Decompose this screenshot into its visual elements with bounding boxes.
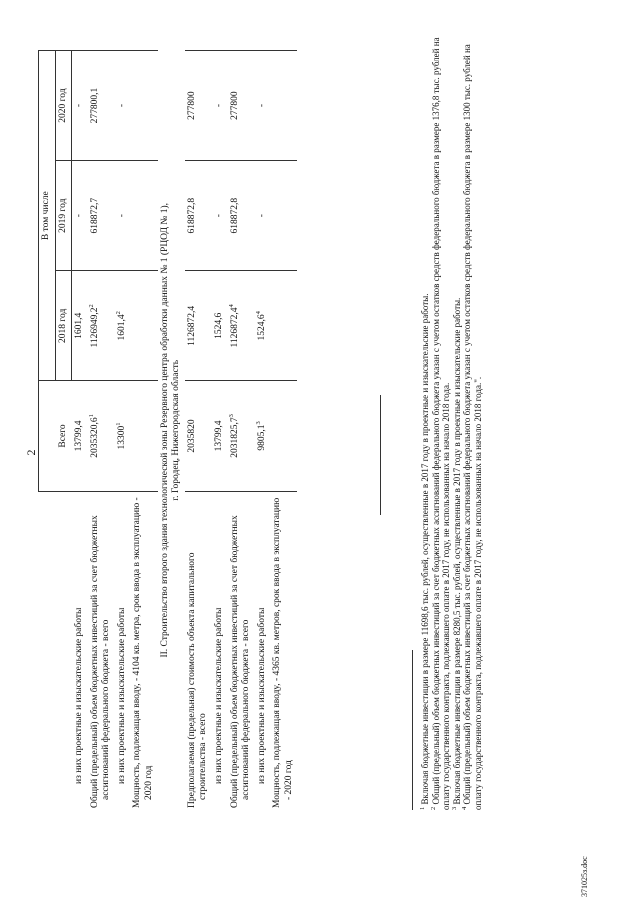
cell-value: 2035820 (186, 419, 197, 453)
footnote-text: Общий (предельный) объем бюджетных инвестиций за счет бюджетных ассигнований федерального бюджета указан с учетом остатков средств федерального бюджета в размере 1300 тыс. рублей на оплату государственного контракта, подлежавшего оплате в 2017 году, не использованных на начало 2018 года.". (462, 44, 484, 810)
cell-y2018 (255, 271, 271, 381)
section-heading-row (158, 51, 185, 811)
cell-total (185, 381, 212, 491)
header-total: Всего (39, 381, 72, 491)
cell-value: 1126872,4 (229, 307, 240, 348)
table-row (185, 51, 212, 811)
cell-value: - (116, 214, 127, 218)
budget-table (38, 50, 297, 810)
cell-value: 13300 (116, 425, 127, 450)
table-header-row (39, 51, 56, 811)
cell-value: 618872,8 (186, 197, 197, 234)
cell-value: - (213, 214, 224, 218)
cell-value: 618872,7 (89, 197, 100, 234)
footnote-text: Включая бюджетные инвестиции в размере 11698,6 тыс. рублей, осуществленные в 2017 году в проектные и изыскательские работы. (420, 293, 430, 805)
footnote-separator (412, 650, 413, 810)
footnote-ref: 3 (254, 421, 262, 425)
row-label: из них проектные и изыскательские работы (116, 607, 127, 784)
cell-value: 277800 (229, 91, 240, 120)
table-row (270, 51, 297, 811)
table-row (130, 51, 157, 811)
cell-y2018 (228, 271, 255, 381)
cell-value: - (74, 214, 85, 218)
footnote-ref: 4 (227, 304, 235, 308)
cell-y2020 (228, 51, 255, 161)
table-body-section-2 (185, 51, 298, 811)
cell-y2020 (130, 51, 157, 161)
cell-total (115, 381, 131, 491)
cell-y2020 (115, 51, 131, 161)
header-year-2019: 2019 год (55, 161, 72, 271)
footnote-ref: 1 (87, 414, 95, 418)
row-label: Общий (предельный) объем бюджетных инвестиций за счет бюджетных ассигнований федерального бюджета - всего (229, 515, 252, 808)
section-title: II. Строительство второго здания технологической зоны Резервного центра обработки данных № 1 (РЦОД № 1), (159, 202, 170, 658)
cell-value: 277800,1 (89, 87, 100, 124)
cell-value: 1601,4 (116, 314, 127, 341)
cell-y2020 (270, 51, 297, 161)
cell-y2018 (88, 271, 115, 381)
cell-y2020 (255, 51, 271, 161)
cell-total (255, 381, 271, 491)
cell-y2018 (270, 271, 297, 381)
footnote-ref: 1 (114, 422, 122, 426)
cell-y2019 (255, 161, 271, 271)
cell-value: 1524,6 (256, 314, 267, 341)
table-row (212, 51, 228, 811)
cell-y2019 (130, 161, 157, 271)
footnote (431, 30, 452, 810)
page-number: 2 (24, 449, 38, 456)
footnote-number: 3 (450, 806, 458, 810)
cell-y2018 (115, 271, 131, 381)
cell-value: - (213, 103, 224, 108)
footnotes (420, 30, 484, 810)
row-label: из них проектные и изыскательские работы (213, 607, 224, 784)
cell-y2020 (212, 51, 228, 161)
header-year-2020: 2020 год (55, 51, 72, 161)
cell-y2020 (185, 51, 212, 161)
cell-value: 1126949,2 (89, 307, 100, 348)
cell-value: - (116, 103, 127, 108)
row-label: Мощность, подлежащая вводу, - 4104 кв. метра, срок ввода в эксплуатацию - 2020 год (132, 497, 155, 808)
footnote-ref: 2 (87, 304, 95, 308)
cell-y2019 (115, 161, 131, 271)
table-body-section-1 (72, 51, 158, 811)
footnote-ref: 4 (254, 311, 262, 315)
footnote-number: 4 (461, 806, 469, 810)
footnote-text: Включая бюджетные инвестиции в размере 8280,5 тыс. рублей, осуществленные в 2017 году в проектные и изыскательские работы. (451, 297, 462, 805)
cell-total (212, 381, 228, 491)
cell-total (72, 381, 88, 491)
cell-y2018 (72, 271, 88, 381)
table-row (255, 51, 271, 811)
header-name-cell (39, 491, 72, 810)
table-row (115, 51, 131, 811)
cell-value: 1524,6 (213, 312, 224, 339)
section-subtitle: г. Городец, Нижегородская область (171, 359, 182, 501)
document-reference: 371025з.doc (580, 856, 589, 897)
cell-total (228, 381, 255, 491)
table-section-2-heading (158, 51, 185, 811)
cell-value: 618872,8 (229, 197, 240, 234)
footnote-number: 1 (419, 806, 426, 810)
footnote-text: Общий (предельный) объем бюджетных инвестиций за счет бюджетных ассигнований федерального бюджета указан с учетом остатков средств федерального бюджета в размере 1376,8 тыс. рублей на оплату государственного контракта, подлежавшего оплате в 2017 году, не использованных на начало 2018 года. (430, 37, 452, 810)
cell-y2019 (212, 161, 228, 271)
cell-y2018 (130, 271, 157, 381)
footnote-number: 2 (429, 806, 437, 810)
row-label: Мощность, подлежащая вводу, - 4365 кв. метров, срок ввода в эксплуатацию - 2020 год (272, 497, 294, 808)
cell-total (270, 381, 297, 491)
table-row (72, 51, 88, 811)
cell-value: 2035320,6 (89, 417, 100, 458)
cell-value: - (256, 214, 267, 218)
cell-y2019 (270, 161, 297, 271)
cell-y2020 (88, 51, 115, 161)
table-row (88, 51, 115, 811)
cell-y2019 (72, 161, 88, 271)
table-row (228, 51, 255, 811)
cell-y2020 (72, 51, 88, 161)
cell-y2018 (212, 271, 228, 381)
cell-y2018 (185, 271, 212, 381)
cell-y2019 (185, 161, 212, 271)
header-including: В том числе (39, 51, 56, 381)
cell-value: - (256, 103, 267, 108)
header-year-2018: 2018 год (55, 271, 72, 381)
row-label: Общий (предельный) объем бюджетных инвестиций за счет бюджетных ассигнований федерального бюджета - всего (89, 515, 112, 808)
cell-value: 9805,1 (256, 424, 267, 451)
row-label: из них проектные и изыскательские работы (256, 607, 267, 784)
cell-value: - (74, 103, 85, 108)
footnote-ref: 3 (227, 414, 235, 418)
footnote-ref: 2 (114, 311, 122, 315)
cell-total (130, 381, 157, 491)
cell-value: 277800 (186, 91, 197, 120)
cell-total (88, 381, 115, 491)
footnote (452, 30, 463, 810)
separator-line (380, 395, 381, 515)
cell-value: 2031825,7 (229, 417, 240, 458)
footnote (462, 30, 483, 810)
cell-value: 13799,4 (213, 420, 224, 452)
cell-value: 1601,4 (74, 312, 85, 339)
row-label: Предполагаемая (предельная) стоимость объекта капитального строительства - всего (186, 552, 209, 808)
cell-y2019 (88, 161, 115, 271)
row-label: из них проектные и изыскательские работы (73, 607, 84, 784)
cell-value: 13799,4 (73, 420, 84, 452)
cell-value: 1126872,4 (186, 305, 197, 346)
cell-y2019 (228, 161, 255, 271)
footnote (420, 30, 431, 810)
